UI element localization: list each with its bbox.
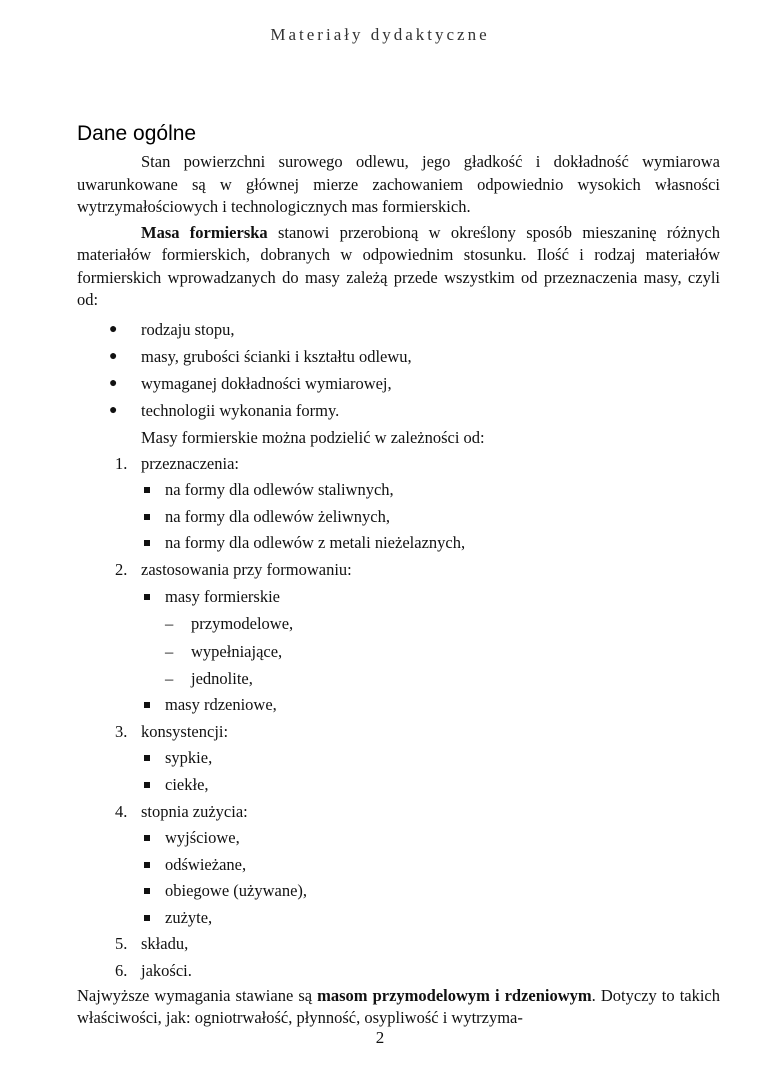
sub-row (77, 852, 720, 879)
sub-item (77, 878, 720, 905)
dash-item-label: wypełniające, (191, 641, 283, 661)
sub-item-label: zużyte, (165, 907, 213, 927)
sub-row (77, 772, 720, 799)
classification-item (77, 958, 720, 985)
classification-item (77, 451, 720, 557)
bullet-icon: ● (109, 321, 118, 337)
sub-row (77, 477, 720, 504)
sub-item-label: na formy dla odlewów z metali nieżelaznych, (165, 533, 466, 553)
page-number: 2 (375, 1028, 385, 1047)
bullet-icon: ● (109, 376, 118, 392)
square-bullet-icon (144, 782, 150, 788)
bullet-item (77, 370, 720, 397)
bullet-item (77, 316, 720, 343)
sub-item (77, 745, 720, 772)
square-bullet-icon (144, 835, 150, 841)
sub-item (77, 477, 720, 504)
item-label: przeznaczenia: (141, 453, 240, 473)
classification-intro: Masy formierskie można podzielić w zależności od: (141, 427, 485, 447)
sub-list (77, 584, 720, 719)
sub-item-label: obiegowe (używane), (165, 881, 308, 901)
bullet-text: masy, grubości ścianki i kształtu odlewu, (141, 346, 412, 366)
square-bullet-icon (144, 862, 150, 868)
sub-item (77, 852, 720, 879)
classification-list (77, 451, 720, 985)
item-label: konsystencji: (141, 721, 229, 741)
sub-row (77, 825, 720, 852)
sub-item (77, 825, 720, 852)
sub-item-label: odświeżane, (165, 854, 247, 874)
sub-item-label: masy rdzeniowe, (165, 695, 277, 715)
bullet-text: technologii wykonania formy. (141, 401, 340, 421)
dash-item (77, 638, 720, 665)
classification-row (77, 719, 720, 746)
sub-item (77, 504, 720, 531)
square-bullet-icon (144, 487, 150, 493)
item-number: 3. (115, 721, 128, 741)
classification-item (77, 799, 720, 932)
dash-item (77, 665, 720, 692)
sub-row (77, 745, 720, 772)
classification-row (77, 958, 720, 985)
paragraph-surface-quality: Stan powierzchni surowego odlewu, jego gładkość i dokładność wymiarowa uwarunkowane są w głównej mierze zachowaniem odpowiednio wysokich własności wytrzymałościowych i technologicznych mas formierskich. (77, 152, 720, 216)
item-number: 5. (115, 934, 128, 954)
term-masa-formierska: Masa formierska (141, 222, 268, 242)
dash-list (77, 610, 720, 692)
square-bullet-icon (144, 514, 150, 520)
square-bullet-icon (144, 702, 150, 708)
classification-item (77, 719, 720, 799)
item-label: składu, (141, 934, 189, 954)
sub-row (77, 905, 720, 932)
item-label: stopnia zużycia: (141, 801, 248, 821)
running-header: Materiały dydaktyczne (270, 25, 490, 44)
bullet-icon: ● (109, 403, 118, 419)
sub-item-label: sypkie, (165, 748, 213, 768)
sub-item (77, 530, 720, 557)
paragraph-requirements (77, 985, 720, 1030)
dash-icon: – (165, 668, 174, 688)
dash-item (77, 610, 720, 637)
sub-item-label: wyjściowe, (165, 828, 240, 848)
bullet-item (77, 343, 720, 370)
sub-row (77, 504, 720, 531)
requirements-emphasis: masom przymodelowym i rdzeniowym (317, 985, 592, 1005)
item-number: 2. (115, 560, 128, 580)
item-number: 4. (115, 801, 128, 821)
classification-item (77, 557, 720, 719)
dash-item-label: jednolite, (191, 668, 253, 688)
classification-row (77, 931, 720, 958)
item-number: 6. (115, 961, 128, 981)
sub-item-label: na formy dla odlewów staliwnych, (165, 480, 394, 500)
sub-item (77, 584, 720, 692)
classification-row (77, 557, 720, 584)
requirements-text-pre: Najwyższe wymagania stawiane są (77, 985, 318, 1005)
sub-item-label: ciekłe, (165, 774, 209, 794)
dash-icon: – (165, 614, 174, 634)
sub-row (77, 878, 720, 905)
requirements-text-post: . Dotyczy to takich właściwości, jak: ogniotrwałość, płynność, osypliwość i wytrzyma- (77, 985, 721, 1028)
classification-row (77, 799, 720, 826)
sub-item-label: na formy dla odlewów żeliwnych, (165, 506, 390, 526)
item-number: 1. (115, 453, 128, 473)
item-label: zastosowania przy formowaniu: (141, 560, 352, 580)
bullet-list-factors (77, 316, 720, 425)
paragraph-definition (77, 222, 720, 312)
item-label: jakości. (141, 961, 192, 981)
sub-list (77, 825, 720, 931)
square-bullet-icon (144, 755, 150, 761)
sub-list (77, 745, 720, 798)
square-bullet-icon (144, 888, 150, 894)
document-body (77, 151, 720, 1030)
definition-text: stanowi przerobioną w określony sposób mieszaninę różnych materiałów formierskich, dobranych w odpowiednim stosunku. Ilość i rodzaj materiałów formierskich wprowadzanych do masy zależą przede wszystkim od przeznaczenia masy, czyli od: (77, 222, 720, 309)
sub-item (77, 772, 720, 799)
classification-row (77, 451, 720, 478)
sub-item (77, 692, 720, 719)
sub-item (77, 905, 720, 932)
sub-row (77, 584, 720, 611)
square-bullet-icon (144, 594, 150, 600)
bullet-icon: ● (109, 348, 118, 364)
square-bullet-icon (144, 915, 150, 921)
sub-row (77, 530, 720, 557)
sub-item-label: masy formierskie (165, 586, 281, 606)
sub-row (77, 692, 720, 719)
square-bullet-icon (144, 540, 150, 546)
bullet-text: rodzaju stopu, (141, 319, 235, 339)
section-heading: Dane ogólne (77, 122, 197, 145)
sub-list (77, 477, 720, 557)
bullet-text: wymaganej dokładności wymiarowej, (141, 374, 392, 394)
dash-item-label: przymodelowe, (191, 614, 294, 634)
bullet-item (77, 397, 720, 424)
dash-icon: – (165, 641, 174, 661)
classification-item (77, 931, 720, 958)
